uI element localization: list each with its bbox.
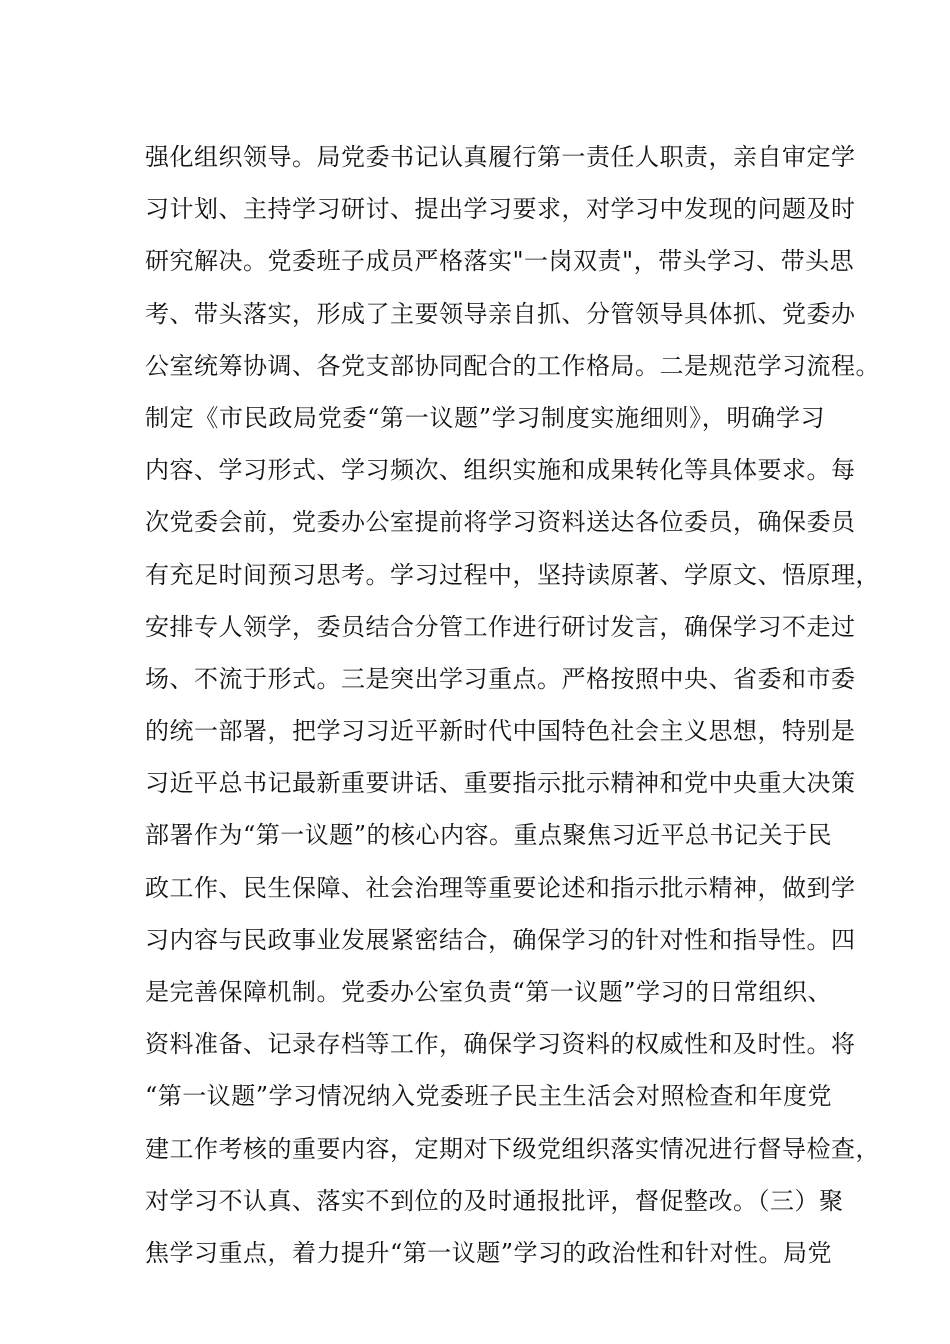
text-line-20: 建工作考核的重要内容，定期对下级党组织落实情况进行督导检查， (145, 1134, 880, 1163)
text-line-16: 习内容与民政事业发展紧密结合，确保学习的针对性和指导性。四 (145, 925, 856, 954)
text-line-2: 习计划、主持学习研讨、提出学习要求，对学习中发现的问题及时 (145, 195, 856, 224)
text-line-6: 制定《市民政局党委“第一议题”学习制度实施细则》，明确学习 (145, 403, 825, 432)
text-line-22: 焦学习重点，着力提升“第一议题”学习的政治性和针对性。局党 (145, 1238, 833, 1267)
text-line-4: 考、带头落实，形成了主要领导亲自抓、分管领导具体抓、党委办 (145, 299, 856, 328)
text-line-12: 的统一部署，把学习习近平新时代中国特色社会主义思想，特别是 (145, 717, 856, 746)
text-line-9: 有充足时间预习思考。学习过程中，坚持读原著、学原文、悟原理， (145, 560, 880, 589)
text-line-11: 场、不流于形式。三是突出学习重点。严格按照中央、省委和市委 (145, 664, 856, 693)
text-line-14: 部署作为“第一议题”的核心内容。重点聚焦习近平总书记关于民 (145, 821, 833, 850)
text-line-5: 公室统筹协调、各党支部协同配合的工作格局。二是规范学习流程。 (145, 351, 880, 380)
text-line-18: 资料准备、记录存档等工作，确保学习资料的权威性和及时性。将 (145, 1030, 856, 1059)
text-line-3: 研究解决。党委班子成员严格落实"一岗双责"，带头学习、带头思 (145, 247, 855, 276)
text-line-10: 安排专人领学，委员结合分管工作进行研讨发言，确保学习不走过 (145, 612, 856, 641)
body-text (145, 131, 880, 1279)
text-line-19: “第一议题”学习情况纳入党委班子民主生活会对照检查和年度党 (145, 1082, 833, 1111)
text-line-8: 次党委会前，党委办公室提前将学习资料送达各位委员，确保委员 (145, 508, 856, 537)
text-line-7: 内容、学习形式、学习频次、组织实施和成果转化等具体要求。每 (145, 456, 856, 485)
text-line-13: 习近平总书记最新重要讲话、重要指示批示精神和党中央重大决策 (145, 769, 856, 798)
text-line-17: 是完善保障机制。党委办公室负责“第一议题”学习的日常组织、 (145, 978, 833, 1006)
text-line-21: 对学习不认真、落实不到位的及时通报批评，督促整改。（三）聚 (145, 1186, 844, 1215)
text-line-15: 政工作、民生保障、社会治理等重要论述和指示批示精神，做到学 (145, 873, 856, 902)
text-line-1: 强化组织领导。局党委书记认真履行第一责任人职责，亲自审定学 (145, 143, 856, 171)
